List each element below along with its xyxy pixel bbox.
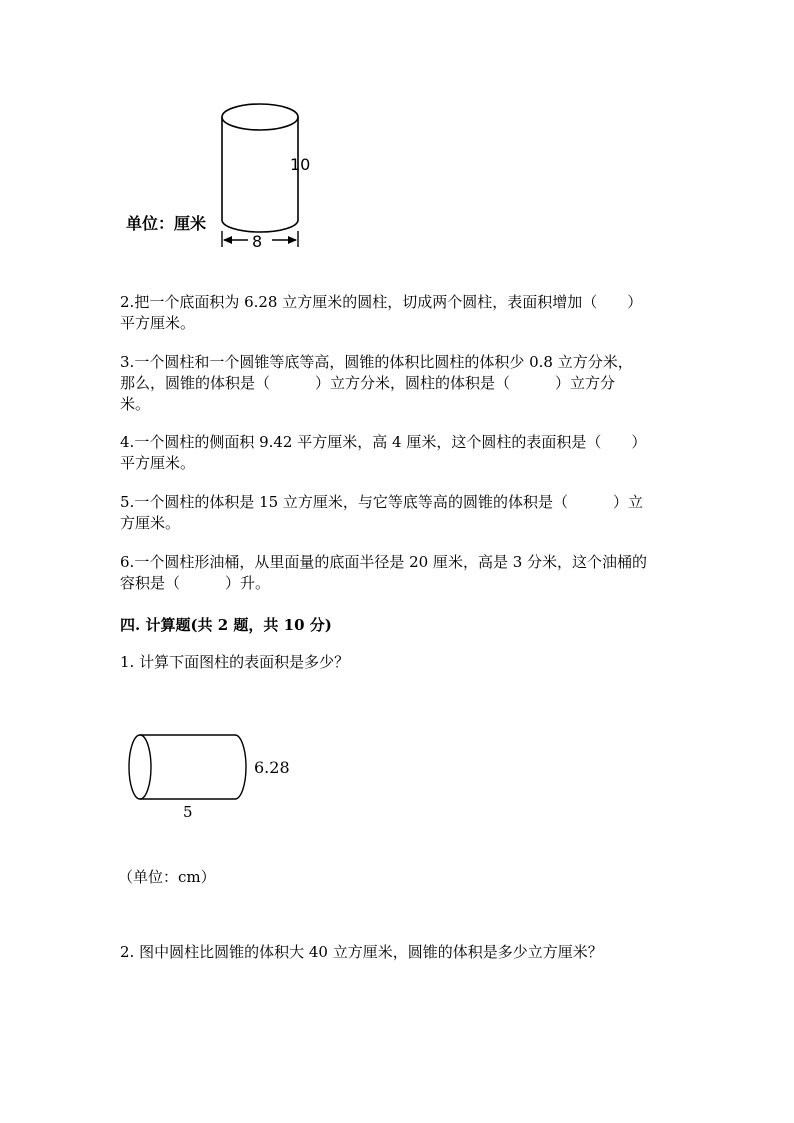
cylinder-diameter-label: 6.28 [254, 758, 290, 777]
arrowhead-right [288, 236, 297, 244]
question-5-line-2: 方厘米。 [120, 514, 181, 532]
cylinder-right-end-arc [235, 735, 246, 799]
unit-label-cm: 单位：厘米 [126, 214, 207, 233]
calc-question-1: 1. 计算下面图柱的表面积是多少？ [120, 653, 350, 671]
question-5 [120, 492, 680, 534]
question-2 [120, 292, 680, 334]
question-4-line-1: 4.一个圆柱的侧面积 9.42 平方厘米，高 4 厘米，这个圆柱的表面积是（ ） [120, 433, 647, 451]
horizontal-cylinder-figure [120, 725, 260, 810]
question-6-line-1: 6.一个圆柱形油桶，从里面量的底面半径是 20 厘米，高是 3 分米，这个油桶的 [120, 553, 648, 571]
cylinder-top-ellipse [222, 104, 298, 130]
diameter-label: 8 [252, 232, 263, 251]
cylinder-bottom-arc [222, 220, 298, 232]
unit-note: （单位：cm） [118, 868, 216, 886]
calc-question-2: 2. 图中圆柱比圆锥的体积大 40 立方厘米，圆锥的体积是多少立方厘米？ [120, 943, 603, 961]
question-4-line-2: 平方厘米。 [120, 454, 196, 472]
question-3-line-3: 米。 [120, 395, 151, 413]
question-2-line-1: 2.把一个底面积为 6.28 立方厘米的圆柱，切成两个圆柱，表面积增加（ ） [120, 293, 643, 311]
question-3-line-2: 那么，圆锥的体积是（ ）立方分米，圆柱的体积是（ ）立方分 [120, 374, 616, 392]
question-6 [120, 552, 680, 594]
height-label: 10 [290, 155, 311, 174]
question-3 [120, 352, 680, 415]
cylinder-left-end-ellipse [129, 735, 151, 799]
question-3-line-1: 3.一个圆柱和一个圆锥等底等高，圆锥的体积比圆柱的体积少 0.8 立方分米， [120, 353, 633, 371]
question-5-line-1: 5.一个圆柱的体积是 15 立方厘米，与它等底等高的圆锥的体积是（ ）立 [120, 493, 643, 511]
arrowhead-left [223, 236, 232, 244]
section-4-heading: 四. 计算题(共 2 题，共 10 分) [120, 616, 332, 634]
question-6-line-2: 容积是（ ）升。 [120, 574, 271, 592]
question-2-line-2: 平方厘米。 [120, 314, 196, 332]
question-4 [120, 432, 680, 474]
cylinder-length-label: 5 [183, 803, 193, 821]
